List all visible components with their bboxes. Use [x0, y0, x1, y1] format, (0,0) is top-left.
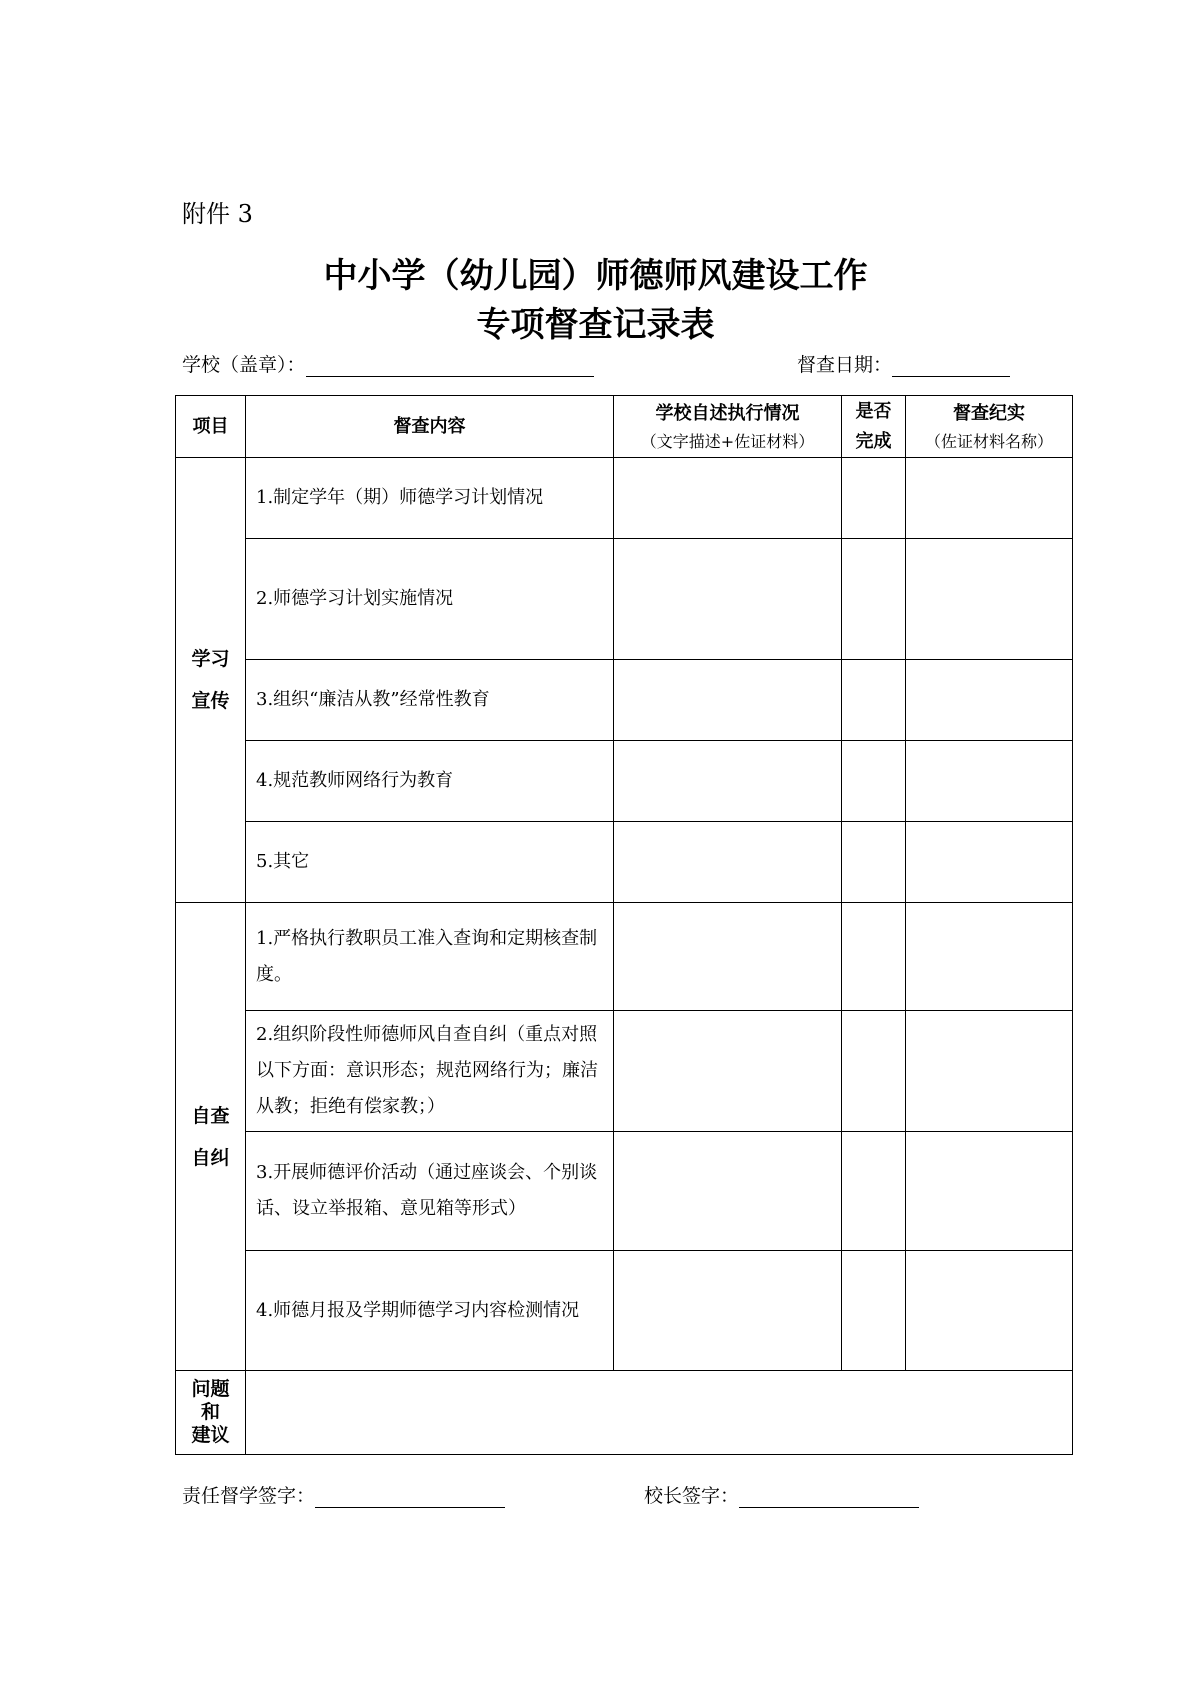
- item-content: 3.开展师德评价活动（通过座谈会、个别谈话、设立举报箱、意见箱等形式）: [246, 1132, 614, 1251]
- header-self-report: [614, 396, 842, 458]
- record-cell[interactable]: [906, 1011, 1073, 1132]
- record-cell[interactable]: [906, 660, 1073, 741]
- item-content: 2.师德学习计划实施情况: [246, 539, 614, 660]
- table-header-row: [176, 396, 1073, 458]
- table-row: [176, 539, 1073, 660]
- done-cell[interactable]: [842, 903, 906, 1011]
- table-row: [176, 741, 1073, 822]
- date-label: 督查日期：: [797, 354, 893, 376]
- principal-sign-label: 校长签字：: [644, 1485, 740, 1507]
- item-content: 4.规范教师网络行为教育: [246, 741, 614, 822]
- record-cell[interactable]: [906, 458, 1073, 539]
- done-cell[interactable]: [842, 741, 906, 822]
- issues-label: 问题 和 建议: [176, 1371, 246, 1455]
- self-report-cell[interactable]: [614, 1251, 842, 1371]
- date-blank[interactable]: [892, 356, 1010, 377]
- header-done-1: 是否: [855, 400, 892, 422]
- attachment-label: 附件 3: [182, 200, 253, 228]
- principal-sign-blank[interactable]: [739, 1487, 919, 1508]
- done-cell[interactable]: [842, 660, 906, 741]
- item-content: 2.组织阶段性师德师风自查自纠（重点对照以下方面：意识形态；规范网络行为；廉洁从教；拒绝有偿家教；）: [246, 1011, 614, 1132]
- done-cell[interactable]: [842, 1132, 906, 1251]
- issues-row: [176, 1371, 1073, 1455]
- item-content: 1.严格执行教职员工准入查询和定期核查制度。: [246, 903, 614, 1011]
- record-cell[interactable]: [906, 539, 1073, 660]
- record-cell[interactable]: [906, 822, 1073, 903]
- record-cell[interactable]: [906, 1132, 1073, 1251]
- header-self-title: 学校自述执行情况: [655, 402, 800, 424]
- header-record: [906, 396, 1073, 458]
- item-content: 1.制定学年（期）师德学习计划情况: [246, 458, 614, 539]
- self-report-cell[interactable]: [614, 458, 842, 539]
- table-row: [176, 1251, 1073, 1371]
- table-row: [176, 822, 1073, 903]
- school-label: 学校（盖章）：: [182, 354, 306, 376]
- category-self-check: 自查 自纠: [176, 903, 246, 1371]
- header-done-2: 完成: [855, 430, 892, 452]
- self-report-cell[interactable]: [614, 903, 842, 1011]
- category-study-publicity: 学习 宣传: [176, 458, 246, 903]
- self-report-cell[interactable]: [614, 741, 842, 822]
- item-content: 4.师德月报及学期师德学习内容检测情况: [246, 1251, 614, 1371]
- table-row: [176, 660, 1073, 741]
- supervisor-signature-field: [182, 1481, 505, 1508]
- header-item: 项目: [176, 396, 246, 458]
- table-row: [176, 458, 1073, 539]
- item-content: 3.组织“廉洁从教”经常性教育: [246, 660, 614, 741]
- done-cell[interactable]: [842, 822, 906, 903]
- supervisor-sign-blank[interactable]: [315, 1487, 505, 1508]
- record-cell[interactable]: [906, 741, 1073, 822]
- done-cell[interactable]: [842, 458, 906, 539]
- page-title: 中小学（幼儿园）师德师风建设工作: [323, 256, 868, 296]
- header-record-sub: （佐证材料名称）: [924, 431, 1053, 451]
- header-self-sub: （文字描述+佐证材料）: [640, 431, 815, 451]
- inspection-date-field: [797, 350, 1010, 377]
- issues-content-cell[interactable]: [246, 1371, 1073, 1455]
- item-content: 5.其它: [246, 822, 614, 903]
- self-report-cell[interactable]: [614, 1132, 842, 1251]
- table-row: [176, 1132, 1073, 1251]
- done-cell[interactable]: [842, 1251, 906, 1371]
- done-cell[interactable]: [842, 539, 906, 660]
- page-subtitle: 专项督查记录表: [476, 305, 715, 345]
- header-record-title: 督查纪实: [953, 402, 1025, 424]
- school-stamp-field: [182, 350, 594, 377]
- self-report-cell[interactable]: [614, 539, 842, 660]
- principal-signature-field: [644, 1481, 919, 1508]
- self-report-cell[interactable]: [614, 660, 842, 741]
- supervisor-sign-label: 责任督学签字：: [182, 1485, 316, 1507]
- header-content: 督查内容: [246, 396, 614, 458]
- table-row: [176, 1011, 1073, 1132]
- record-cell[interactable]: [906, 1251, 1073, 1371]
- inspection-record-table: [175, 395, 1073, 1455]
- self-report-cell[interactable]: [614, 1011, 842, 1132]
- self-report-cell[interactable]: [614, 822, 842, 903]
- header-done: [842, 396, 906, 458]
- done-cell[interactable]: [842, 1011, 906, 1132]
- record-cell[interactable]: [906, 903, 1073, 1011]
- table-row: [176, 903, 1073, 1011]
- school-blank[interactable]: [306, 356, 594, 377]
